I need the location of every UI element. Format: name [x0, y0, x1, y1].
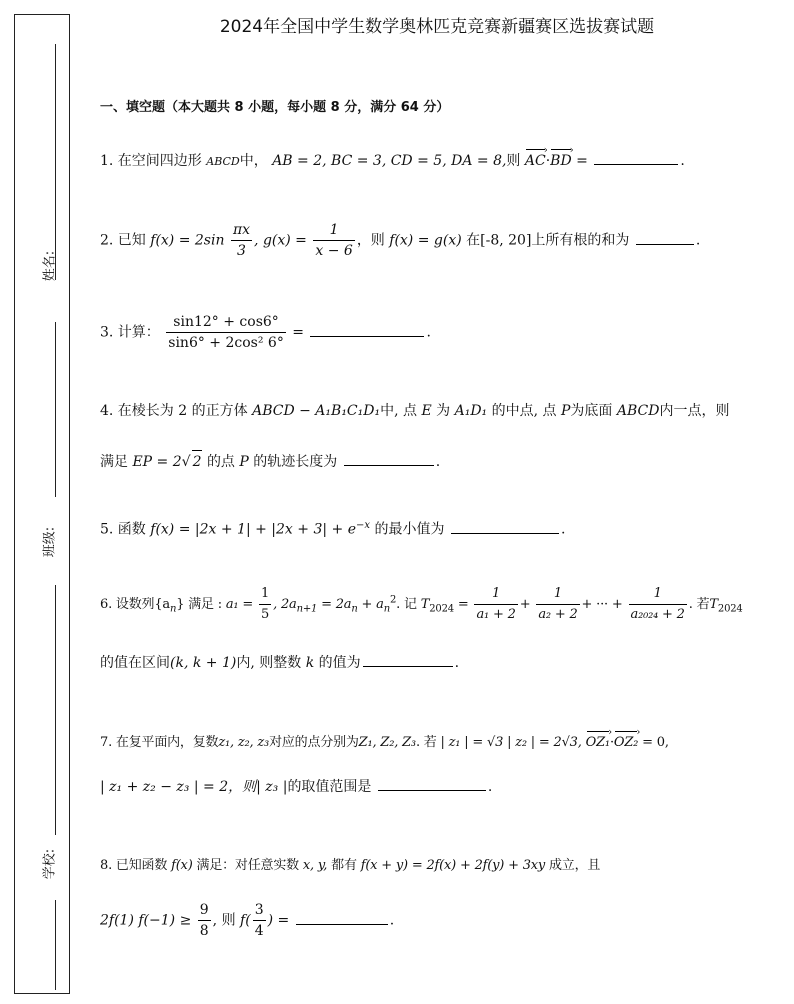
fraction-3-4: $\frac{3}{4}$	[254, 902, 264, 939]
question-5: 5. 函数 $f(x) = |2x + 1| + |2x + 3| + e^{-x}$ 的最小值为 .	[100, 520, 566, 538]
sqrt-symbol: √	[181, 454, 191, 470]
vector-bd: BD ›	[550, 150, 572, 172]
answer-blank-1[interactable]	[594, 150, 678, 165]
answer-blank-8[interactable]	[296, 910, 388, 925]
school-line[interactable]	[55, 900, 56, 990]
question-2: 2. 已知 f(x) = 2sin $\frac{\pi x}{3}$ , g(x) = $\frac{1}{x - 6}$ ，则 f(x) = g(x) 在[-8, 20]上所有根的和为 .	[100, 222, 701, 259]
page-title: 2024年全国中学生数学奥林匹克竞赛新疆赛区选拔赛试题	[219, 17, 655, 37]
binding-strip	[14, 14, 70, 994]
answer-blank-3[interactable]	[310, 322, 424, 337]
question-4: 4. 在棱长为 2 的正方体 ABCD − A₁B₁C₁D₁中, 点 E 为 A₁D₁ 的中点, 点 P为底面 ABCD内一点，则	[100, 403, 730, 419]
vector-oz1: OZ₁ ›	[586, 732, 610, 754]
name-label: 姓名:	[42, 250, 58, 282]
question-7-line-2: | z₁ + z₂ − z₃ | = 2，则| z₃ |的取值范围是 .	[100, 776, 772, 798]
question-8-line-2: 2f(1) f(−1) ≥ $\frac{9}{8}$ , 则 f( $\frac{3}{4}$ ) = .	[100, 902, 395, 939]
fraction-term-2: $\frac{1}{\text{a₂ + 2}}$	[538, 586, 578, 622]
name-line[interactable]	[55, 44, 56, 280]
fraction-term-1: $\frac{1}{\text{a₁ + 2}}$	[476, 586, 516, 622]
answer-blank-6[interactable]	[363, 652, 453, 667]
vector-ac: AC ›	[525, 150, 546, 172]
fraction-1-x-6: $\frac{1}{x - 6}$	[315, 222, 353, 259]
class-label: 班级:	[42, 526, 58, 558]
name-line-lower	[55, 322, 56, 497]
school-label: 学校:	[42, 848, 58, 880]
answer-blank-4[interactable]	[344, 451, 434, 466]
fraction-term-2024: $\frac{1}{\text{a₂₀₂₄ + 2}}$	[630, 586, 685, 622]
question-6-line-2: 的值在区间(k, k + 1)内, 则整数 k 的值为 .	[100, 652, 772, 674]
vector-oz2: OZ₂ ›	[614, 732, 638, 754]
question-8: 8. 已知函数 f(x) 满足：对任意实数 x, y, 都有 f(x + y) = 2f(x) + 2f(y) + 3xy 成立，且	[100, 858, 601, 873]
fraction-1-5: $\frac{1}{5}$	[261, 586, 270, 622]
question-6: 6. 设数列$\{a_n\}$ 满足 : a₁ = $\frac{1}{5}$ , $2a_{n+1} = 2a_n + a_n^2$. 记 $T_{2024}$ = $\frac{1}{\text{a₁ + 2}}$ + $\frac{1}{\text{a₂ + 2}}$ + ··· + $\frac{1}{\text{a₂₀₂₄ + 2}}$ . 若$T_{2024}$	[100, 584, 772, 625]
fraction-trig: $\frac{\sin 12^\circ + \cos 6^\circ}{\text{sin6° + 2cos² 6°}}$	[168, 314, 284, 351]
section-heading: 一、填空题（本大题共 8 小题，每小题 8 分，满分 64 分）	[100, 100, 450, 115]
question-7: 7. 在复平面内，复数z₁, z₂, z₃对应的点分别为Z₁, Z₂, Z₃. 若 | z₁ | = √3 | z₂ | = 2√3, OZ₁ ›·OZ₂ › = 0,	[100, 732, 772, 754]
answer-blank-7[interactable]	[378, 776, 486, 791]
answer-blank-5[interactable]	[451, 519, 559, 534]
fraction-pix-3: $\frac{\pi x}{3}$	[232, 222, 251, 259]
answer-blank-2[interactable]	[636, 230, 694, 245]
fraction-9-8: $\frac{9}{8}$	[199, 902, 209, 939]
question-3: 3. 计算： $\frac{\sin 12^\circ + \cos 6^\circ}{\text{sin6° + 2cos² 6°}}$ = .	[100, 314, 431, 351]
question-4-line-2: 满足 EP = 2√ 2 的点 P 的轨迹长度为 .	[100, 450, 772, 473]
question-1: 1. 在空间四边形 ABCD中， AB = 2, BC = 3, CD = 5, DA = 8,则 AC ›·BD › = .	[100, 150, 772, 173]
class-line[interactable]	[55, 585, 56, 835]
